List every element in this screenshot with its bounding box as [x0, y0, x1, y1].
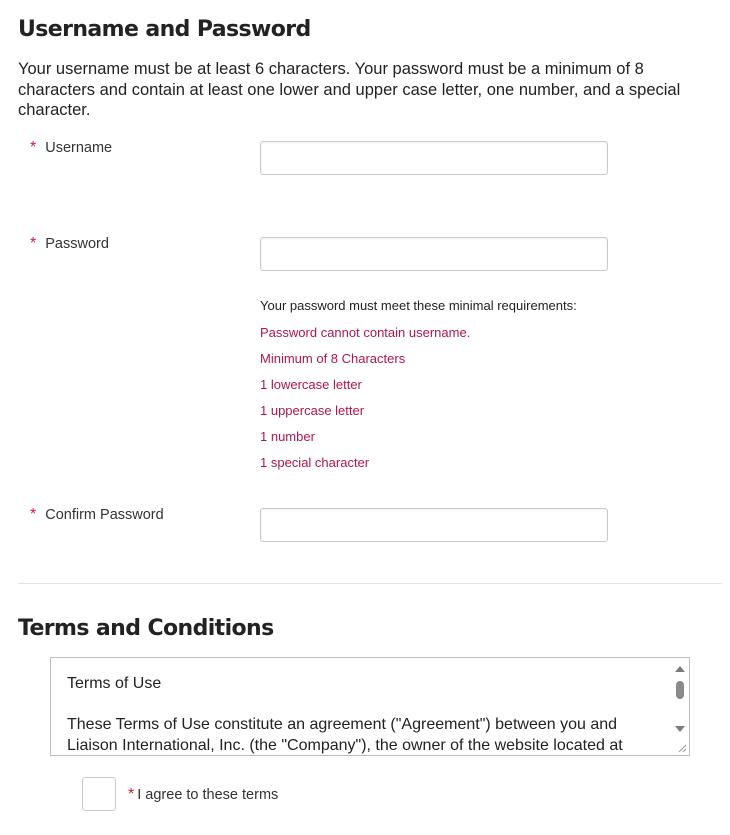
section-heading-terms: Terms and Conditions	[18, 616, 274, 641]
confirm-password-label-text: Confirm Password	[45, 507, 164, 523]
password-requirements-list	[260, 324, 470, 480]
confirm-password-input[interactable]	[260, 508, 608, 542]
required-marker: *	[30, 235, 37, 252]
password-label-text: Password	[45, 236, 109, 252]
required-marker: *	[30, 139, 37, 156]
requirement-item: 1 special character	[260, 455, 370, 470]
terms-textarea[interactable]	[50, 657, 690, 756]
section-divider	[18, 583, 722, 584]
required-marker: *	[30, 506, 37, 523]
username-label-text: Username	[45, 140, 113, 156]
terms-text	[67, 674, 667, 756]
scroll-thumb[interactable]	[676, 681, 684, 699]
agree-terms-label[interactable]	[128, 786, 278, 804]
terms-body: These Terms of Use constitute an agreement ("Agreement") between you and Liaison International, Inc. (the "Company"), the owner of the website located at	[67, 716, 623, 754]
requirement-item: Minimum of 8 Characters	[260, 351, 406, 366]
resize-grip-icon[interactable]	[678, 744, 687, 753]
terms-scrollbar[interactable]	[671, 658, 689, 755]
requirement-item: 1 number	[260, 429, 315, 444]
requirement-item: 1 lowercase letter	[260, 377, 362, 392]
username-label	[30, 139, 112, 157]
terms-title: Terms of Use	[67, 675, 162, 692]
agree-terms-checkbox[interactable]	[82, 777, 116, 811]
username-input[interactable]	[260, 141, 608, 175]
requirement-item: Password cannot contain username.	[260, 325, 471, 340]
requirement-item: 1 uppercase letter	[260, 403, 365, 418]
scroll-down-arrow-icon[interactable]	[675, 726, 685, 732]
password-input[interactable]	[260, 237, 608, 271]
password-requirements-title: Your password must meet these minimal requirements:	[260, 298, 577, 313]
confirm-password-label	[30, 506, 164, 524]
scroll-up-arrow-icon[interactable]	[675, 666, 685, 672]
section-heading-username-password: Username and Password	[18, 17, 311, 42]
password-label	[30, 235, 109, 253]
password-policy-intro: Your username must be at least 6 characters. Your password must be a minimum of 8 characters and contain at least one lower and upper case letter, one number, and a special character.	[18, 60, 681, 119]
agree-terms-label-text: I agree to these terms	[137, 787, 279, 803]
required-marker: *	[128, 786, 135, 803]
